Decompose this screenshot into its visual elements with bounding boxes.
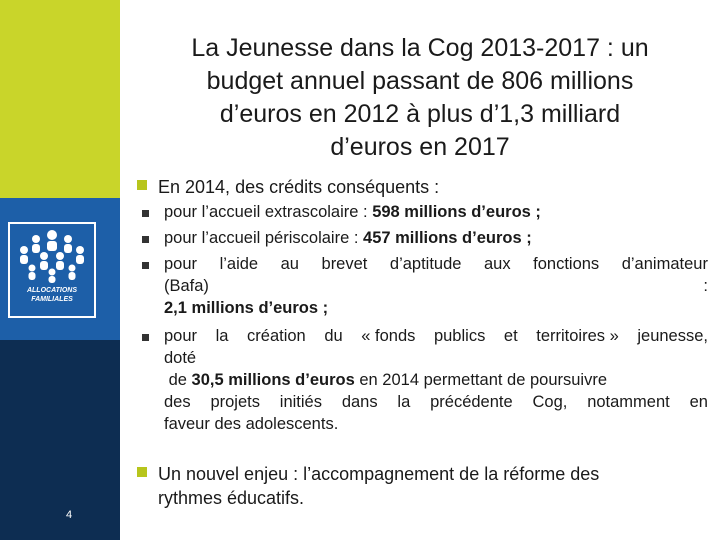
word: la [397, 393, 411, 411]
title-line-4: d’euros en 2017 [330, 133, 510, 161]
caf-logo [8, 222, 96, 318]
word: création [247, 327, 306, 345]
sub-bullet-4-amount: 30,5 millions d’euros [191, 371, 355, 389]
word: du [324, 327, 343, 345]
logo-line-2: FAMILIALES [31, 296, 73, 303]
word: dans [341, 393, 378, 411]
sub-bullet-3-amount: 2,1 millions d’euros ; [164, 299, 329, 317]
logo-wordmark [10, 286, 94, 304]
text: en 2014 permettant de poursuivre [354, 371, 608, 389]
title-line-3: d’euros en 2012 à plus d’1,3 milliard [219, 100, 621, 128]
sidebar-navy-band [0, 340, 120, 540]
bullet-marker-1 [137, 180, 147, 190]
sub-bullet-4-line-5: faveur des adolescents. [164, 415, 339, 433]
sub-bullet-marker-1 [142, 210, 149, 217]
sub-bullet-3-line-2 [164, 275, 708, 298]
bullet-2-line-2: rythmes éducatifs. [158, 488, 305, 508]
word: en [689, 393, 708, 411]
sub-bullet-2-text: pour l’accueil périscolaire : [164, 229, 364, 247]
sub-bullet-marker-2 [142, 236, 149, 243]
family-figures-icon [14, 228, 90, 284]
title-line-2: budget annuel passant de 806 millions [206, 67, 634, 95]
bullet-2-line-1: Un nouvel enjeu : l’accompagnement de la réforme des [158, 464, 600, 484]
word: territoires » [536, 327, 619, 345]
sub-bullet-2 [164, 227, 532, 250]
sub-bullet-4-line-3 [164, 369, 607, 392]
word: jeunesse, [637, 327, 708, 345]
logo-line-1: ALLOCATIONS [26, 287, 78, 294]
word: la [215, 327, 229, 345]
sub-bullet-marker-3 [142, 262, 149, 269]
sidebar [0, 0, 120, 540]
sub-bullet-4-line-2: doté [164, 349, 197, 367]
word: publics [433, 327, 486, 345]
word: et [503, 327, 518, 345]
word: aux [484, 255, 511, 273]
word: au [280, 255, 299, 273]
sub-bullet-2-amount: 457 millions d’euros ; [363, 229, 532, 247]
sub-bullet-1 [164, 201, 541, 224]
word: d’animateur [621, 255, 708, 273]
text: de [164, 371, 192, 389]
title-line-1: La Jeunesse dans la Cog 2013-2017 : un [191, 34, 649, 62]
page-number: 4 [66, 509, 73, 521]
bullet-marker-2 [137, 467, 147, 477]
word: brevet [321, 255, 368, 273]
sub-bullet-4-line-4 [164, 391, 708, 414]
word: Cog, [532, 393, 568, 411]
sub-bullet-1-amount: 598 millions d’euros ; [372, 203, 541, 221]
word: notamment [587, 393, 670, 411]
slide-title [140, 32, 700, 164]
word: des [164, 393, 191, 411]
bullet-1-text: En 2014, des crédits conséquents : [158, 177, 440, 197]
sidebar-green-band [0, 0, 120, 198]
word: d’aptitude [389, 255, 462, 273]
bafa-label: (Bafa) [164, 277, 209, 295]
word: fonctions [533, 255, 600, 273]
sub-bullet-3-line-1 [164, 253, 708, 276]
sub-bullet-3-line-3 [164, 297, 328, 320]
word: pour [164, 327, 198, 345]
word: projets [210, 393, 260, 411]
sub-bullet-marker-4 [142, 334, 149, 341]
sub-bullet-1-text: pour l’accueil extrascolaire : [164, 203, 373, 221]
word: pour [164, 255, 198, 273]
word: l’aide [219, 255, 259, 273]
word: précédente [430, 393, 513, 411]
colon: : [703, 277, 708, 295]
sub-bullet-4-line-1 [164, 325, 708, 348]
word: initiés [279, 393, 322, 411]
word: « fonds [361, 327, 416, 345]
